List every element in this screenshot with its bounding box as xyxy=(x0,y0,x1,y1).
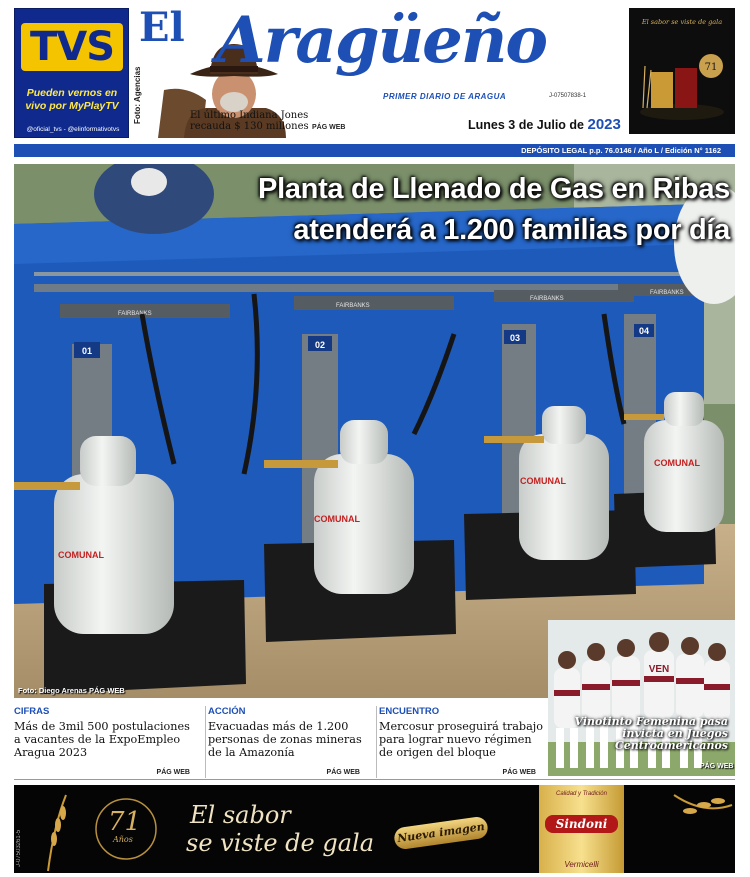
scale-brand-3: FAIRBANKS xyxy=(530,296,564,302)
lead-headline-line-1[interactable]: Planta de Llenado de Gas en Ribas xyxy=(258,173,730,205)
masthead-rif: J-07507838-1 xyxy=(549,93,587,99)
ad-71: 71 xyxy=(108,807,142,837)
issue-year: 2023 xyxy=(587,116,621,133)
brief-text[interactable]: Evacuadas más de 1.200 personas de zonas mineras de la Amazonía xyxy=(208,720,362,759)
scale-brand-2: FAIRBANKS xyxy=(336,303,370,309)
lead-headline-line-2[interactable]: atenderá a 1.200 familias por día xyxy=(293,214,730,246)
ad-quality: Calidad y Tradición xyxy=(556,791,607,797)
brief-cifras[interactable] xyxy=(14,706,200,778)
masthead-title[interactable]: Aragüeño xyxy=(216,3,547,78)
brief-accion[interactable] xyxy=(205,706,370,778)
issue-date xyxy=(468,116,621,133)
pasta-ad-top[interactable] xyxy=(629,8,735,134)
tvs-live-text: Pueden vernos en vivo por MyPlayTV xyxy=(25,87,119,112)
brief-pag-web[interactable]: PÁG WEB xyxy=(502,769,536,776)
vinotinto-photo[interactable] xyxy=(548,620,735,776)
brief-section: CIFRAS xyxy=(14,706,50,717)
ad-slogan-1: El sabor xyxy=(190,801,291,829)
ad-anos: Años xyxy=(113,835,133,844)
tvs-logo: TVS xyxy=(21,23,123,71)
cylinder-label-3: COMUNAL xyxy=(520,476,566,486)
brief-section: ACCIÓN xyxy=(208,706,246,717)
lead-photo-credit xyxy=(18,686,125,695)
ad-top-number: 71 xyxy=(704,62,718,73)
indiana-pag-web[interactable]: PÁG WEB xyxy=(312,124,346,131)
ad-code: J-07503261-5 xyxy=(16,829,22,867)
brief-section: ENCUENTRO xyxy=(379,706,440,717)
scale-label-03: 03 xyxy=(509,333,521,343)
vinotinto-caption[interactable]: Vinotinto Femenina pasa invicta en Juegos Centroamericanos xyxy=(574,715,728,752)
vinotinto-pag-web[interactable]: PÁG WEB xyxy=(700,763,734,770)
cylinder-label-2: COMUNAL xyxy=(314,514,360,524)
scale-brand-1: FAIRBANKS xyxy=(118,311,152,317)
masthead-subtitle: PRIMER DIARIO DE ARAGUA xyxy=(383,92,507,101)
brief-pag-web[interactable]: PÁG WEB xyxy=(156,769,190,776)
issue-date-text: Lunes 3 de Julio de xyxy=(468,118,584,132)
ad-new-image-badge: Nueva imagen xyxy=(393,816,489,851)
brief-encuentro[interactable] xyxy=(376,706,546,778)
jersey-ven: VEN xyxy=(648,664,670,675)
legal-bar: DEPÓSITO LEGAL p.p. 76.0146 / Año L / Edición N° 1162 xyxy=(14,144,735,157)
cylinder-label-4: COMUNAL xyxy=(654,458,700,468)
tvs-ad[interactable] xyxy=(14,8,129,138)
scale-label-01: 01 xyxy=(81,346,93,356)
cylinder-label-1: COMUNAL xyxy=(58,550,104,560)
brief-text[interactable]: Más de 3mil 500 postulaciones a vacantes de la ExpoEmpleo Aragua 2023 xyxy=(14,720,190,759)
photo-credit-agencias: Foto: Agencias xyxy=(133,66,142,124)
pasta-ad-bottom[interactable] xyxy=(14,785,735,873)
scale-label-04: 04 xyxy=(638,326,650,336)
indiana-teaser[interactable]: El último Indiana Jones recauda $ 130 millones xyxy=(190,110,309,132)
masthead-el: El xyxy=(139,4,185,51)
scale-brand-4: FAIRBANKS xyxy=(650,290,684,296)
brief-pag-web[interactable]: PÁG WEB xyxy=(326,769,360,776)
brief-text[interactable]: Mercosur proseguirá trabajo para lograr nuevo régimen de origen del bloque xyxy=(379,720,543,759)
ad-top-slogan: El sabor se viste de gala xyxy=(641,18,723,26)
sindoni-logo: Sindoni xyxy=(545,815,618,833)
ad-product: Vermicelli xyxy=(564,860,599,869)
scale-label-02: 02 xyxy=(314,340,326,350)
lead-pag-web[interactable]: PÁG WEB xyxy=(89,686,125,695)
ad-slogan-2: se viste de gala xyxy=(186,829,375,857)
lead-photo-credit-text: Foto: Diego Arenas xyxy=(18,686,87,695)
divider xyxy=(14,779,735,780)
tvs-social-handles: @oficial_tvs - @elinformativotvs xyxy=(26,126,120,133)
